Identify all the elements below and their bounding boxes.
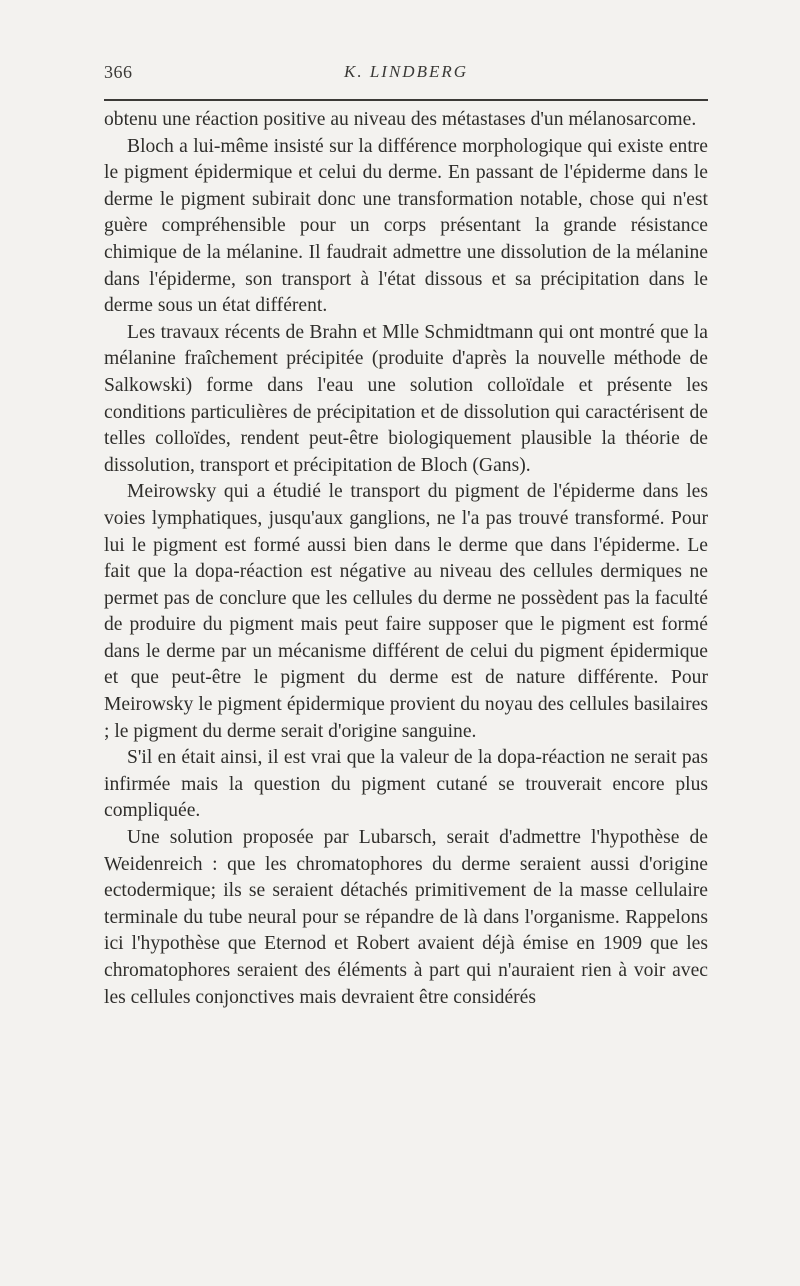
paragraph-3: Les travaux récents de Brahn et Mlle Schmidtmann qui ont montré que la mélanine fraîchement précipitée (produite d'après la nouvelle méthode de Salkowski) forme dans l'eau une solution colloïdale et présente les conditions particulières de précipitation et de dissolution qui caractérisent de telles colloïdes, rendent peut-être biologiquement plausible la théorie de dissolution, transport et précipitation de Bloch (Gans). <box>104 321 708 476</box>
header-rule <box>104 99 708 101</box>
paragraph-5: S'il en était ainsi, il est vrai que la valeur de la dopa-réaction ne serait pas infirmée mais la question du pigment cutané se trouverait encore plus compliquée. <box>104 747 708 822</box>
paragraph-1: obtenu une réaction positive au niveau des métastases d'un mélanosarcome. <box>104 109 697 130</box>
paragraph-2: Bloch a lui-même insisté sur la différence morphologique qui existe entre le pigment épidermique et celui du derme. En passant de l'épiderme dans le derme le pigment subirait donc une transformation notable, chose qui n'est guère compréhensible pour un corps présentant la grande résistance chimique de la mélanine. Il faudrait admettre une dissolution de la mélanine dans l'épiderme, son transport à l'état dissous et sa précipitation dans le derme sous un état différent. <box>104 135 708 317</box>
paragraph-4: Meirowsky qui a étudié le transport du pigment de l'épiderme dans les voies lymphatiques, jusqu'aux ganglions, ne l'a pas trouvé transformé. Pour lui le pigment est formé aussi bien dans le derme que dans l'épiderme. Le fait que la dopa-réaction est négative au niveau des cellules dermiques ne permet pas de conclure que les cellules du derme ne possèdent pas la faculté de produire du pigment mais peut faire supposer que le pigment est formé dans le derme par un mécanisme différent de celui du pigment épidermique et que peut-être le pigment du derme est de nature différente. Pour Meirowsky le pigment épidermique provient du noyau des cellules basilaires ; le pigment du derme serait d'origine sanguine. <box>104 481 708 742</box>
paragraph-6: Une solution proposée par Lubarsch, serait d'admettre l'hypothèse de Weidenreich : que les chromatophores du derme seraient aussi d'origine ectodermique; ils se seraient détachés primitivement de la masse cellulaire terminale du tube neural pour se répandre de là dans l'organisme. Rappelons ici l'hypothèse que Eternod et Robert avaient déjà émise en 1909 que les chromatophores seraient des éléments à part qui n'auraient rien à voir avec les cellules conjonctives mais devraient être considérés <box>104 827 708 1008</box>
body-text <box>104 107 708 1011</box>
page-number: 366 <box>104 62 133 82</box>
page-header <box>104 60 708 90</box>
running-head: K. LINDBERG <box>344 62 468 81</box>
